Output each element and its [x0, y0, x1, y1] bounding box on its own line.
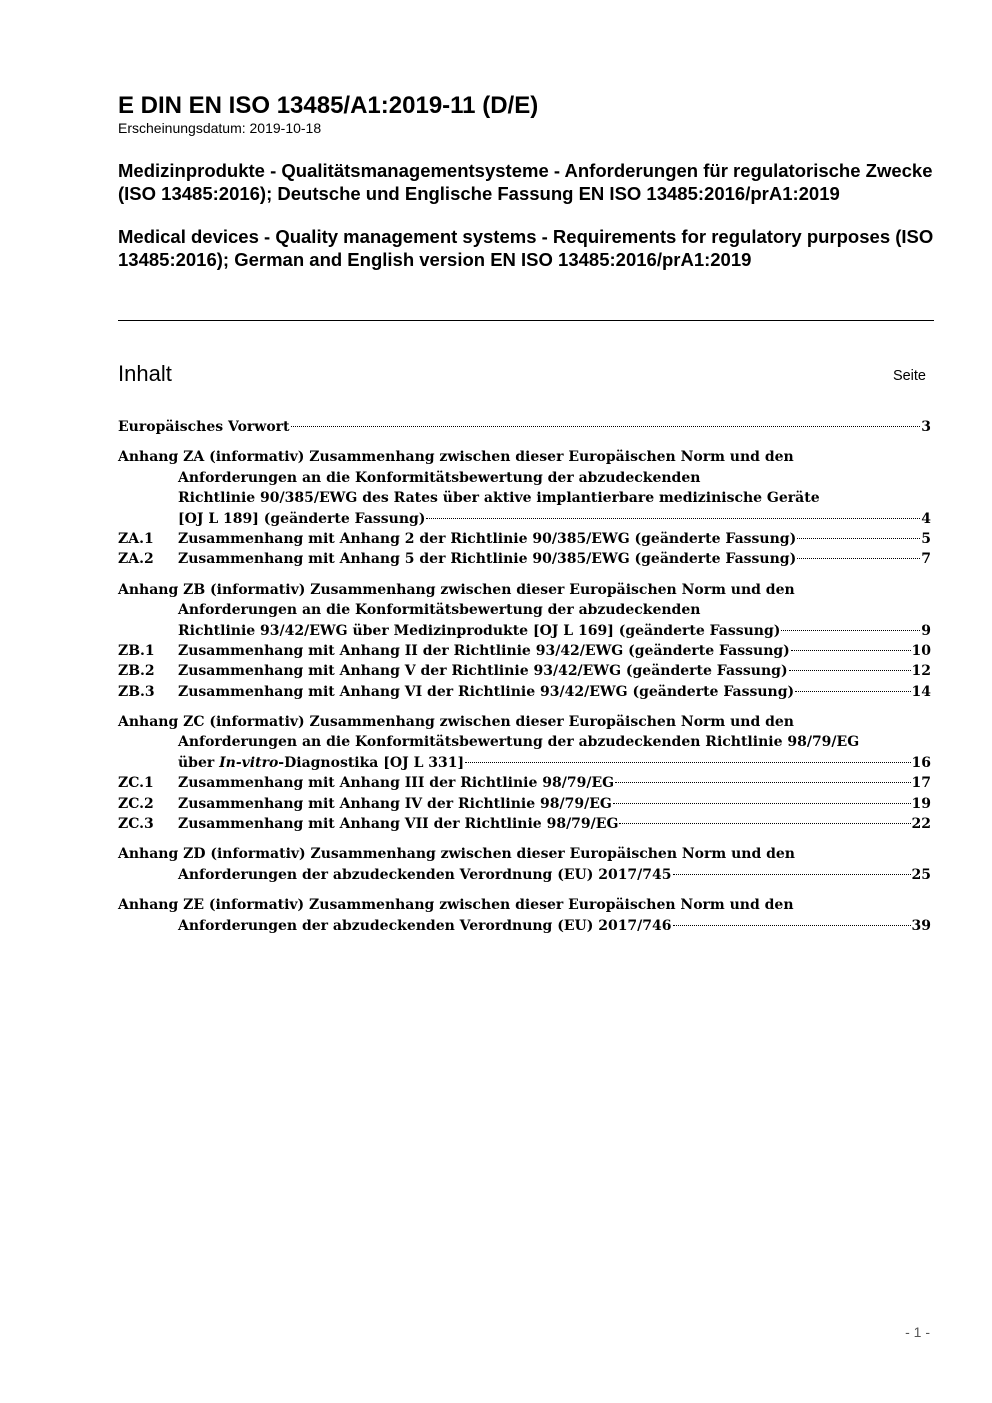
toc-entry-title-line: Anhang ZC (informativ) Zusammenhang zwischen dieser Europäischen Norm und den	[118, 714, 794, 731]
toc-entry-annex-zc[interactable]	[118, 712, 931, 773]
leader-dots	[615, 782, 910, 783]
toc-entry-page: 17	[911, 775, 931, 792]
leader-dots	[791, 650, 911, 651]
toc-entry-number: ZB.2	[118, 663, 155, 680]
toc-entry-annex-ze[interactable]	[118, 895, 931, 936]
toc-entry-title-line: Anforderungen an die Konformitätsbewertung der abzudeckenden	[178, 469, 701, 486]
toc-entry-title-line: Anforderungen der abzudeckenden Verordnung (EU) 2017/745	[178, 866, 672, 883]
toc-entry-number: ZA.2	[118, 551, 154, 568]
toc-entry-title-line: Richtlinie 93/42/EWG über Medizinprodukte [OJ L 169] (geänderte Fassung)	[178, 622, 781, 639]
toc-entry-title-line: Anforderungen an die Konformitätsbewertung der abzudeckenden	[178, 602, 701, 619]
toc-entry-number: ZB.1	[118, 642, 155, 659]
toc-entry-page: 7	[921, 551, 931, 568]
toc-entry-title: Zusammenhang mit Anhang IV der Richtlinie 98/79/EG	[178, 795, 612, 812]
toc-entry-page: 16	[911, 754, 931, 771]
toc-entry-title: Europäisches Vorwort	[118, 419, 290, 435]
toc-header	[118, 360, 926, 388]
leader-dots	[797, 538, 920, 539]
toc-entry-zc-1[interactable]	[118, 773, 931, 793]
leader-dots	[673, 925, 911, 926]
header-divider	[118, 320, 934, 321]
toc-entry-zb-3[interactable]	[118, 682, 931, 702]
toc-entry-page: 12	[911, 663, 931, 680]
toc-entry-za-1[interactable]	[118, 529, 931, 549]
leader-dots	[789, 670, 911, 671]
toc-entry-number: ZC.3	[118, 816, 154, 833]
toc-entry-title-line: Anforderungen an die Konformitätsbewertung der abzudeckenden Richtlinie 98/79/EG	[178, 734, 860, 751]
toc-entry-title: Zusammenhang mit Anhang V der Richtlinie 93/42/EWG (geänderte Fassung)	[178, 663, 788, 680]
toc-entry-number: ZB.3	[118, 683, 155, 700]
toc-entry-number: ZC.2	[118, 795, 154, 812]
leader-dots	[465, 762, 910, 763]
toc-entry-page: 25	[911, 866, 931, 883]
title-german: Medizinprodukte - Qualitätsmanagementsysteme - Anforderungen für regulatorische Zwecke (ISO 13485:2016); Deutsche und Englische Fassung EN ISO 13485:2016/prA1:2019	[118, 160, 933, 204]
table-of-contents	[118, 417, 931, 936]
toc-entry-title-line: Anhang ZB (informativ) Zusammenhang zwischen dieser Europäischen Norm und den	[118, 581, 795, 598]
toc-entry-title-line: über In-vitro-Diagnostika [OJ L 331]	[178, 754, 465, 771]
toc-entry-title: Zusammenhang mit Anhang VI der Richtlinie 93/42/EWG (geänderte Fassung)	[178, 683, 795, 700]
title-english: Medical devices - Quality management systems - Requirements for regulatory purposes (ISO 13485:2016); German and English version EN ISO 13485:2016/prA1:2019	[118, 226, 934, 270]
document-title: E DIN EN ISO 13485/A1:2019-11 (D/E)	[118, 92, 539, 119]
toc-entry-za-2[interactable]	[118, 549, 931, 569]
leader-dots	[426, 518, 920, 519]
toc-entry-page: 3	[921, 419, 931, 435]
toc-entry-title-line: Anforderungen der abzudeckenden Verordnung (EU) 2017/746	[178, 917, 672, 934]
page-number: - 1 -	[905, 1324, 930, 1340]
toc-entry-page: 22	[911, 816, 931, 833]
leader-dots	[797, 558, 920, 559]
toc-entry-title: Zusammenhang mit Anhang III der Richtlinie 98/79/EG	[178, 775, 615, 792]
toc-entry-page: 14	[911, 683, 931, 700]
leader-dots	[291, 426, 921, 427]
toc-entry-title: Zusammenhang mit Anhang 2 der Richtlinie 90/385/EWG (geänderte Fassung)	[178, 530, 797, 547]
toc-page-label: Seite	[892, 368, 926, 384]
toc-entry-title-line: Anhang ZD (informativ) Zusammenhang zwischen dieser Europäischen Norm und den	[118, 846, 795, 863]
toc-entry-zc-2[interactable]	[118, 794, 931, 814]
toc-entry-page: 4	[921, 510, 931, 527]
toc-entry-number: ZA.1	[118, 530, 154, 547]
document-header	[118, 92, 934, 271]
leader-dots	[613, 803, 911, 804]
leader-dots	[619, 823, 910, 824]
toc-entry-title-line: Anhang ZE (informativ) Zusammenhang zwischen dieser Europäischen Norm und den	[118, 897, 794, 914]
leader-dots	[795, 691, 910, 692]
toc-entry-title-line: Richtlinie 90/385/EWG des Rates über aktive implantierbare medizinische Geräte	[178, 490, 820, 507]
toc-entry-title: Zusammenhang mit Anhang II der Richtlinie 93/42/EWG (geänderte Fassung)	[178, 642, 790, 659]
toc-entry-zb-2[interactable]	[118, 661, 931, 681]
toc-entry-page: 5	[921, 530, 931, 547]
toc-entry-zc-3[interactable]	[118, 814, 931, 834]
toc-entry-title: Zusammenhang mit Anhang 5 der Richtlinie 90/385/EWG (geänderte Fassung)	[178, 551, 797, 568]
toc-entry-foreword[interactable]	[118, 417, 931, 437]
toc-entry-zb-1[interactable]	[118, 641, 931, 661]
toc-entry-title-line: Anhang ZA (informativ) Zusammenhang zwischen dieser Europäischen Norm und den	[118, 449, 794, 466]
toc-entry-title-line: [OJ L 189] (geänderte Fassung)	[178, 510, 426, 527]
toc-entry-annex-zd[interactable]	[118, 844, 931, 885]
toc-heading: Inhalt	[118, 361, 172, 386]
toc-entry-page: 9	[921, 622, 931, 639]
toc-entry-page: 19	[911, 795, 931, 812]
leader-dots	[673, 874, 911, 875]
toc-entry-annex-zb[interactable]	[118, 580, 931, 641]
leader-dots	[781, 630, 920, 631]
toc-entry-page: 10	[911, 642, 931, 659]
toc-entry-number: ZC.1	[118, 775, 154, 792]
publication-date: Erscheinungsdatum: 2019-10-18	[118, 120, 322, 136]
toc-entry-page: 39	[911, 917, 931, 934]
toc-entry-annex-za[interactable]	[118, 447, 931, 529]
toc-entry-title: Zusammenhang mit Anhang VII der Richtlinie 98/79/EG	[178, 816, 619, 833]
